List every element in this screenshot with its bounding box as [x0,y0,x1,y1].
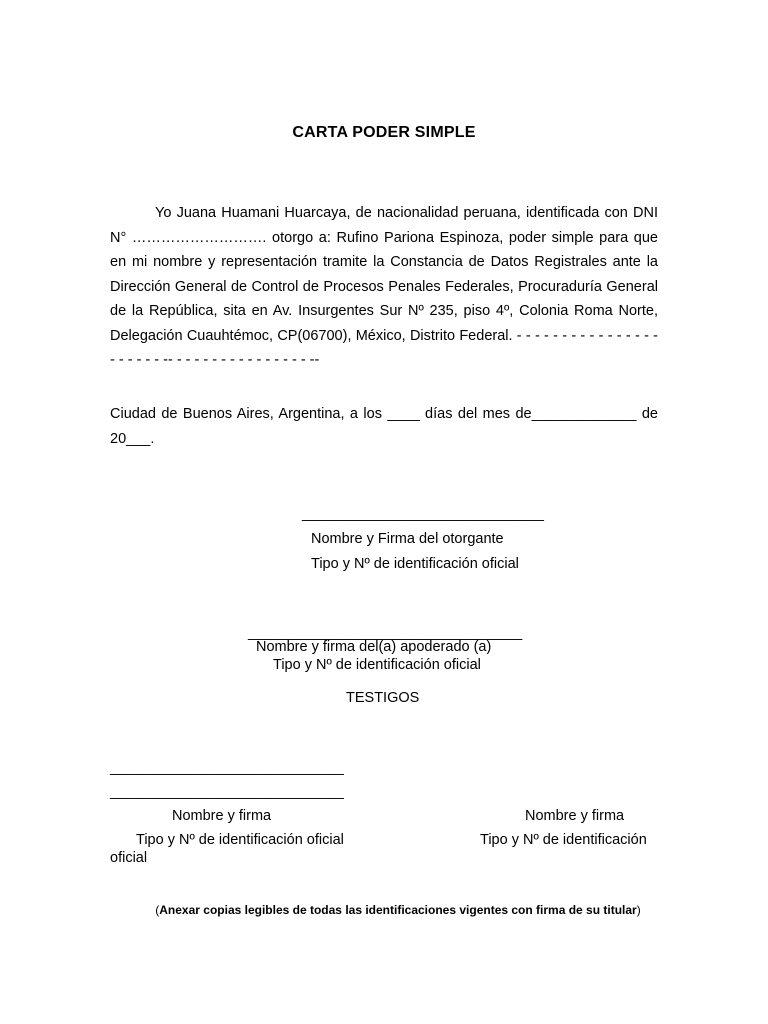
body-paragraph-text: Yo Juana Huamani Huarcaya, de nacionalidad peruana, identificada con DNI N° ………………………. otorgo a: Rufino Pariona Espinoza, poder simple para que en mi nombre y representación tramite la Constancia de Datos Registrales ante la Dirección General de Control de Procesos Penales Federales, Procuraduría General de la República, sita en Av. Insurgentes Sur Nº 235, piso 4º, Colonia Roma Norte, Delegación Cuauhtémoc, CP(06700), México, Distrito Federal. - - - - - - - - - - - - - - - - - - - - - - -- - - - - - - - - - - - - - - - -- [110,205,658,368]
grantor-name-label: Nombre y Firma del otorgante [311,531,504,547]
attorney-id-label: Tipo y Nº de identificación oficial [273,657,481,673]
witness-signature-line-2: _____________________________ [110,784,344,800]
witness-id-wrap-text: oficial [110,850,148,866]
witness-left-id-label: Tipo y Nº de identificación oficial [136,832,344,848]
annex-note-open-paren: ( [155,903,160,917]
witness-right-name-label: Nombre y firma [525,808,625,824]
document-title: CARTA PODER SIMPLE [292,124,476,141]
city-date-text: Ciudad de Buenos Aires, Argentina, a los ____ días del mes de_____________ de 20___. [110,406,658,447]
witness-right-id-label: Tipo y Nº de identificación [480,832,647,848]
attorney-signature-line: __________________________________ [248,625,523,641]
city-date-paragraph [110,402,658,451]
body-paragraph [110,201,658,373]
annex-note [0,903,768,917]
attorney-name-label: Nombre y firma del(a) apoderado (a) [256,639,492,655]
witness-signature-line-1: _____________________________ [110,760,344,776]
annex-note-close-paren: ) [636,903,641,917]
annex-note-text: Anexar copias legibles de todas las identificaciones vigentes con firma de su titular [159,903,637,917]
witnesses-heading: TESTIGOS [346,690,420,706]
witness-left-name-label: Nombre y firma [172,808,272,824]
grantor-signature-line: ______________________________ [302,506,544,522]
grantor-id-label: Tipo y Nº de identificación oficial [311,556,519,572]
